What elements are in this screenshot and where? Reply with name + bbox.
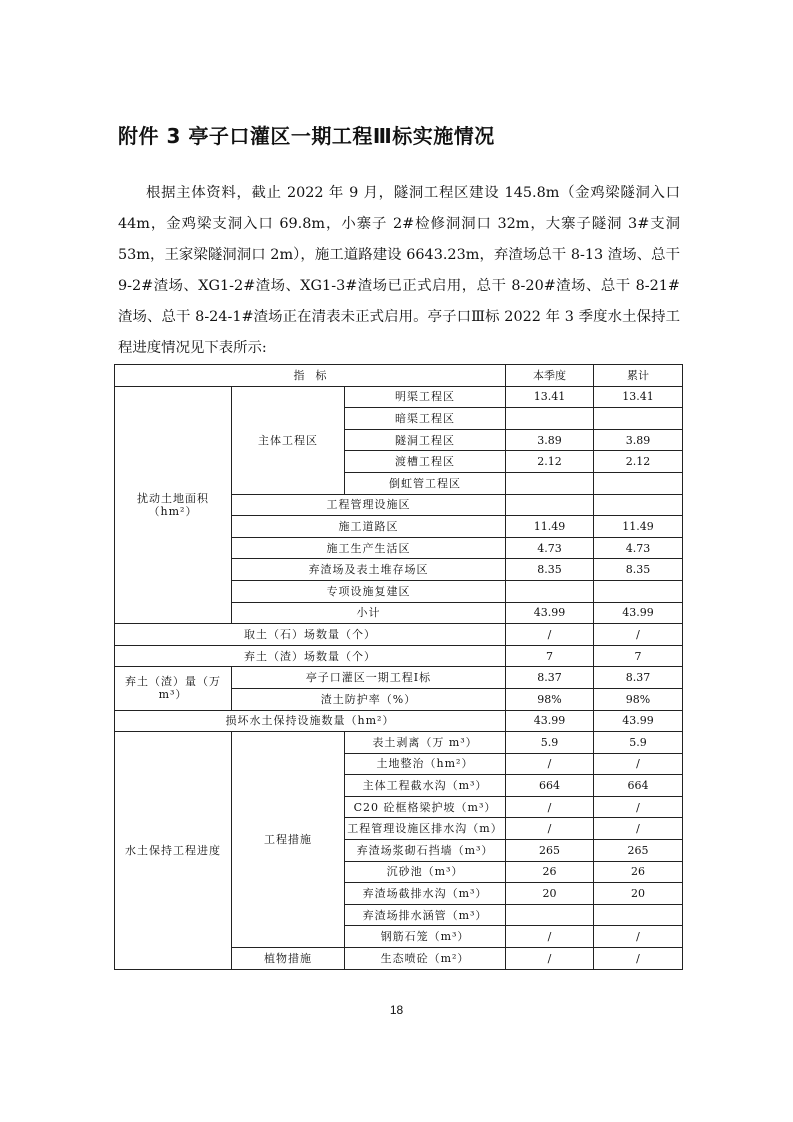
quarter-value: /	[506, 624, 594, 646]
item-name: 专项设施复建区	[232, 580, 506, 602]
quarter-value: 265	[506, 840, 594, 862]
cumulative-value	[594, 904, 683, 926]
quarter-value: 7	[506, 645, 594, 667]
quarter-value	[506, 904, 594, 926]
quarter-value	[506, 494, 594, 516]
cumulative-value: 43.99	[594, 710, 683, 732]
quarter-value: 98%	[506, 688, 594, 710]
item-name: 小计	[232, 602, 506, 624]
header-quarter: 本季度	[506, 365, 594, 387]
cumulative-value: 11.49	[594, 516, 683, 538]
cumulative-value: /	[594, 948, 683, 970]
table-row	[115, 732, 683, 754]
item-name: 明渠工程区	[345, 386, 506, 408]
item-name: 工程管理设施区	[232, 494, 506, 516]
cumulative-value: 43.99	[594, 602, 683, 624]
quarter-value: 5.9	[506, 732, 594, 754]
cumulative-value: /	[594, 796, 683, 818]
table-row	[115, 645, 683, 667]
cumulative-value	[594, 494, 683, 516]
item-name: 土地整治（hm²）	[345, 753, 506, 775]
item-name: 工程管理设施区排水沟（m）	[345, 818, 506, 840]
item-name: 表土剥离（万 m³）	[345, 732, 506, 754]
cumulative-value: 26	[594, 861, 683, 883]
table-row	[115, 710, 683, 732]
item-name: 暗渠工程区	[345, 408, 506, 430]
progress-table	[114, 364, 683, 970]
cumulative-value: 13.41	[594, 386, 683, 408]
quarter-value: 43.99	[506, 710, 594, 732]
cumulative-value: 5.9	[594, 732, 683, 754]
quarter-value: /	[506, 948, 594, 970]
item-name: 损坏水土保持设施数量（hm²）	[115, 710, 506, 732]
cumulative-value: 7	[594, 645, 683, 667]
cumulative-value: 2.12	[594, 451, 683, 473]
quarter-value: 4.73	[506, 537, 594, 559]
cumulative-value: 4.73	[594, 537, 683, 559]
quarter-value: /	[506, 796, 594, 818]
item-name: 倒虹管工程区	[345, 472, 506, 494]
cumulative-value: 3.89	[594, 429, 683, 451]
progress-label: 水土保持工程进度	[115, 732, 232, 970]
table-row	[115, 386, 683, 408]
item-name: 弃渣场排水涵管（m³）	[345, 904, 506, 926]
item-name: C20 砼框格梁护坡（m³）	[345, 796, 506, 818]
quarter-value: /	[506, 753, 594, 775]
item-name: 渣土防护率（%）	[232, 688, 506, 710]
table-row	[115, 365, 683, 387]
cumulative-value	[594, 472, 683, 494]
spoil-volume-label: 弃土（渣）量（万 m³）	[115, 667, 232, 710]
quarter-value: 3.89	[506, 429, 594, 451]
disturbed-area-label: 扰动土地面积（hm²）	[115, 386, 232, 624]
item-name: 亭子口灌区一期工程Ⅰ标	[232, 667, 506, 689]
item-name: 钢筋石笼（m³）	[345, 926, 506, 948]
engineering-measures-label: 工程措施	[232, 732, 345, 948]
quarter-value: 664	[506, 775, 594, 797]
cumulative-value: /	[594, 753, 683, 775]
header-cumulative: 累计	[594, 365, 683, 387]
item-name: 施工道路区	[232, 516, 506, 538]
quarter-value: 13.41	[506, 386, 594, 408]
quarter-value: 2.12	[506, 451, 594, 473]
item-name: 弃渣场截排水沟（m³）	[345, 883, 506, 905]
cumulative-value: 20	[594, 883, 683, 905]
cumulative-value: 8.35	[594, 559, 683, 581]
cumulative-value: /	[594, 624, 683, 646]
item-name: 取土（石）场数量（个）	[115, 624, 506, 646]
quarter-value	[506, 580, 594, 602]
quarter-value: 43.99	[506, 602, 594, 624]
item-name: 弃渣场浆砌石挡墙（m³）	[345, 840, 506, 862]
cumulative-value: /	[594, 818, 683, 840]
quarter-value: /	[506, 818, 594, 840]
quarter-value: 20	[506, 883, 594, 905]
quarter-value: 11.49	[506, 516, 594, 538]
item-name: 隧洞工程区	[345, 429, 506, 451]
cumulative-value: 265	[594, 840, 683, 862]
table-row	[115, 667, 683, 689]
cumulative-value	[594, 408, 683, 430]
quarter-value: /	[506, 926, 594, 948]
item-name: 弃渣场及表土堆存场区	[232, 559, 506, 581]
header-indicator: 指 标	[115, 365, 506, 387]
page-title: 附件 3 亭子口灌区一期工程Ⅲ标实施情况	[118, 124, 495, 148]
cumulative-value: 98%	[594, 688, 683, 710]
quarter-value	[506, 472, 594, 494]
item-name: 生态喷砼（m²）	[345, 948, 506, 970]
main-works-group-label: 主体工程区	[232, 386, 345, 494]
item-name: 渡槽工程区	[345, 451, 506, 473]
body-paragraph: 根据主体资料，截止 2022 年 9 月，隧洞工程区建设 145.8m（金鸡梁隧洞入口 44m，金鸡梁支洞入口 69.8m，小寨子 2#检修洞洞口 32m，大寨子隧洞 3#支洞 53m，王家梁隧洞洞口 2m），施工道路建设 6643.23m，弃渣场总干 8-13 渣场、总干 9-2#渣场、XG1-2#渣场、XG1-3#渣场已正式启用，总干 8-20#渣场、总干 8-21#渣场、总干 8-24-1#渣场正在清表未正式启用。亭子口Ⅲ标 2022 年 3 季度水土保持工程进度情况见下表所示:	[118, 185, 680, 356]
quarter-value: 8.37	[506, 667, 594, 689]
item-name: 施工生产生活区	[232, 537, 506, 559]
cumulative-value: /	[594, 926, 683, 948]
quarter-value: 8.35	[506, 559, 594, 581]
page-number: 18	[389, 1003, 404, 1017]
plant-measures-label: 植物措施	[232, 948, 345, 970]
item-name: 主体工程截水沟（m³）	[345, 775, 506, 797]
item-name: 弃土（渣）场数量（个）	[115, 645, 506, 667]
item-name: 沉砂池（m³）	[345, 861, 506, 883]
quarter-value: 26	[506, 861, 594, 883]
cumulative-value	[594, 580, 683, 602]
cumulative-value: 664	[594, 775, 683, 797]
table-row	[115, 624, 683, 646]
quarter-value	[506, 408, 594, 430]
cumulative-value: 8.37	[594, 667, 683, 689]
